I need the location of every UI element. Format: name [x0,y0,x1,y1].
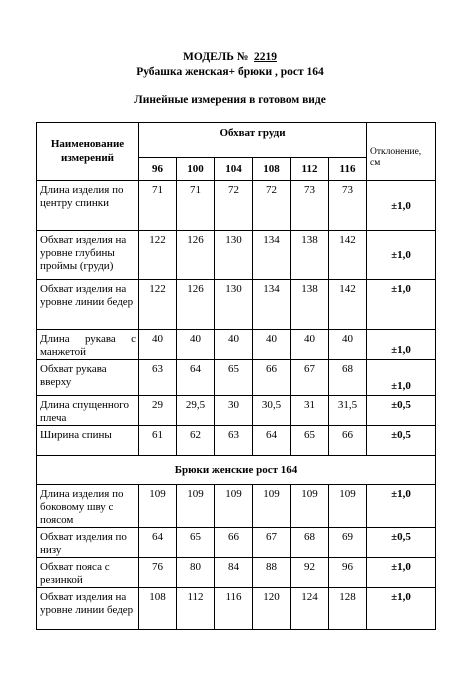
value-cell: 88 [253,558,291,588]
value-cell: 40 [215,330,253,360]
measurement-name: Длина спущенного плеча [37,396,139,426]
value-cell: 122 [139,280,177,330]
value-cell: 29 [139,396,177,426]
table-row [37,360,436,396]
value-cell: 92 [291,558,329,588]
value-cell: 61 [139,426,177,456]
table-row [37,330,436,360]
value-cell: 130 [215,231,253,280]
size-cell: 96 [139,158,177,181]
value-cell: 68 [329,360,367,396]
value-cell: 63 [139,360,177,396]
model-number: 2219 [254,51,277,63]
value-cell: 126 [177,280,215,330]
measurement-name: Обхват изделия на уровне линии бедер [37,280,139,330]
model-title [0,51,460,63]
value-cell: 72 [253,181,291,231]
value-cell: 96 [329,558,367,588]
value-cell: 124 [291,588,329,630]
value-cell: 63 [215,426,253,456]
measurement-name [37,330,139,360]
table-row [37,280,436,330]
measurement-name: Обхват изделия по низу [37,528,139,558]
model-prefix: МОДЕЛЬ № [182,51,249,63]
value-cell: 120 [253,588,291,630]
value-cell: 40 [253,330,291,360]
measurement-name: Ширина спины [37,426,139,456]
value-cell: 108 [139,588,177,630]
value-cell: 31,5 [329,396,367,426]
value-cell: 40 [291,330,329,360]
section-title: Линейные измерения в готовом виде [134,94,326,106]
value-cell: 109 [215,485,253,528]
value-cell: 130 [215,280,253,330]
trousers-section-title: Брюки женские рост 164 [37,456,436,485]
value-cell: 71 [139,181,177,231]
deviation-cell: ±1,0 [367,280,436,330]
value-cell: 109 [329,485,367,528]
value-cell: 72 [215,181,253,231]
value-cell: 116 [215,588,253,630]
deviation-cell: ±1,0 [367,360,436,396]
value-cell: 80 [177,558,215,588]
deviation-cell: ±0,5 [367,528,436,558]
value-cell: 66 [253,360,291,396]
deviation-cell: ±1,0 [367,181,436,231]
size-cell: 108 [253,158,291,181]
value-cell: 73 [291,181,329,231]
value-cell: 138 [291,280,329,330]
value-cell: 128 [329,588,367,630]
measurement-name-text: Длина рукава с манжетой [40,333,136,358]
deviation-cell: ±0,5 [367,396,436,426]
value-cell: 29,5 [177,396,215,426]
deviation-cell: ±0,5 [367,426,436,456]
value-cell: 68 [291,528,329,558]
table-row [37,588,436,630]
value-cell: 109 [177,485,215,528]
size-cell: 116 [329,158,367,181]
value-cell: 109 [291,485,329,528]
value-cell: 67 [253,528,291,558]
deviation-cell: ±1,0 [367,231,436,280]
measurement-name: Обхват изделия на уровне глубины проймы (груди) [37,231,139,280]
header-row [37,123,436,158]
value-cell: 64 [139,528,177,558]
value-cell: 65 [291,426,329,456]
value-cell: 62 [177,426,215,456]
value-cell: 134 [253,280,291,330]
value-cell: 134 [253,231,291,280]
table-row [37,558,436,588]
value-cell: 109 [253,485,291,528]
deviation-cell: ±1,0 [367,588,436,630]
table-row [37,181,436,231]
table-row [37,396,436,426]
value-cell: 30 [215,396,253,426]
size-cell: 100 [177,158,215,181]
value-cell: 40 [139,330,177,360]
value-cell: 69 [329,528,367,558]
value-cell: 66 [215,528,253,558]
value-cell: 40 [329,330,367,360]
value-cell: 65 [215,360,253,396]
value-cell: 67 [291,360,329,396]
measurement-name: Обхват изделия на уровне линии бедер [37,588,139,630]
trousers-section-row [37,456,436,485]
value-cell: 65 [177,528,215,558]
measurement-name: Обхват рукава вверху [37,360,139,396]
size-cell: 104 [215,158,253,181]
measurement-name: Длина изделия по боковому шву с поясом [37,485,139,528]
value-cell: 64 [253,426,291,456]
value-cell: 112 [177,588,215,630]
measurement-name: Длина изделия по центру спинки [37,181,139,231]
measurement-name: Обхват пояса с резинкой [37,558,139,588]
deviation-header: Отклонение, см [367,123,436,181]
measurements-table [36,122,436,630]
value-cell: 109 [139,485,177,528]
value-cell: 142 [329,231,367,280]
value-cell: 64 [177,360,215,396]
value-cell: 30,5 [253,396,291,426]
value-cell: 31 [291,396,329,426]
value-cell: 126 [177,231,215,280]
name-header: Наименование измерений [37,123,139,181]
value-cell: 138 [291,231,329,280]
value-cell: 73 [329,181,367,231]
value-cell: 76 [139,558,177,588]
table-row [37,528,436,558]
value-cell: 40 [177,330,215,360]
table-row [37,426,436,456]
value-cell: 122 [139,231,177,280]
deviation-cell: ±1,0 [367,558,436,588]
size-cell: 112 [291,158,329,181]
value-cell: 66 [329,426,367,456]
value-cell: 84 [215,558,253,588]
deviation-cell: ±1,0 [367,485,436,528]
value-cell: 71 [177,181,215,231]
chest-header: Обхват груди [139,123,367,158]
table-row [37,231,436,280]
value-cell: 142 [329,280,367,330]
deviation-cell: ±1,0 [367,330,436,360]
model-subtitle: Рубашка женская+ брюки , рост 164 [136,66,324,78]
table-row [37,485,436,528]
